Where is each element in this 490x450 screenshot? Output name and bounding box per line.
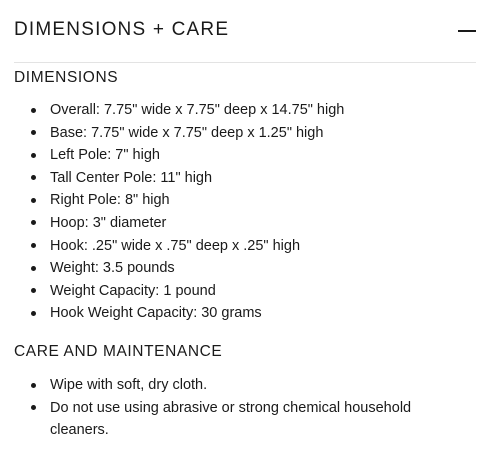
list-item-text: Weight: 3.5 pounds <box>50 260 175 277</box>
list-item <box>0 397 490 442</box>
bullet-icon <box>31 311 36 316</box>
list-item <box>0 122 490 145</box>
bullet-icon <box>31 130 36 135</box>
list-item-text: Left Pole: 7" high <box>50 147 160 164</box>
bullet-icon <box>31 153 36 158</box>
list-item-text: Do not use using abrasive or strong chemical household cleaners. <box>50 399 412 439</box>
list-item <box>0 280 490 303</box>
accordion-title: DIMENSIONS + CARE <box>14 19 230 40</box>
bullet-icon <box>31 288 36 293</box>
minus-icon[interactable] <box>458 30 476 32</box>
dimensions-heading: DIMENSIONS <box>14 69 119 86</box>
dimensions-list <box>0 99 490 325</box>
list-item <box>0 99 490 122</box>
list-item-text: Weight Capacity: 1 pound <box>50 282 216 299</box>
list-item-text: Wipe with soft, dry cloth. <box>50 377 208 393</box>
divider <box>14 62 476 63</box>
accordion-header-dimensions-care[interactable] <box>14 0 476 62</box>
list-item <box>0 212 490 235</box>
list-item-text: Tall Center Pole: 11" high <box>50 169 213 186</box>
list-item <box>0 235 490 258</box>
bullet-icon <box>31 198 36 203</box>
bullet-icon <box>31 266 36 271</box>
list-item <box>0 257 490 280</box>
list-item-text: Overall: 7.75" wide x 7.75" deep x 14.75" high <box>50 102 345 118</box>
bullet-icon <box>31 220 36 225</box>
bullet-icon <box>31 175 36 180</box>
list-item <box>0 144 490 167</box>
list-item-text: Right Pole: 8" high <box>50 192 170 209</box>
bullet-icon <box>31 383 36 388</box>
care-list <box>0 374 490 442</box>
list-item-text: Hook: .25" wide x .75" deep x .25" high <box>50 237 301 254</box>
list-item <box>0 302 490 325</box>
list-item-text: Base: 7.75" wide x 7.75" deep x 1.25" high <box>50 124 324 141</box>
list-item-text: Hook Weight Capacity: 30 grams <box>50 305 262 322</box>
bullet-icon <box>31 405 36 410</box>
list-item <box>0 167 490 190</box>
bullet-icon <box>31 108 36 113</box>
list-item <box>0 189 490 212</box>
bullet-icon <box>31 243 36 248</box>
care-heading: CARE AND MAINTENANCE <box>14 343 223 360</box>
list-item-text: Hoop: 3" diameter <box>50 214 167 231</box>
list-item <box>0 374 490 397</box>
